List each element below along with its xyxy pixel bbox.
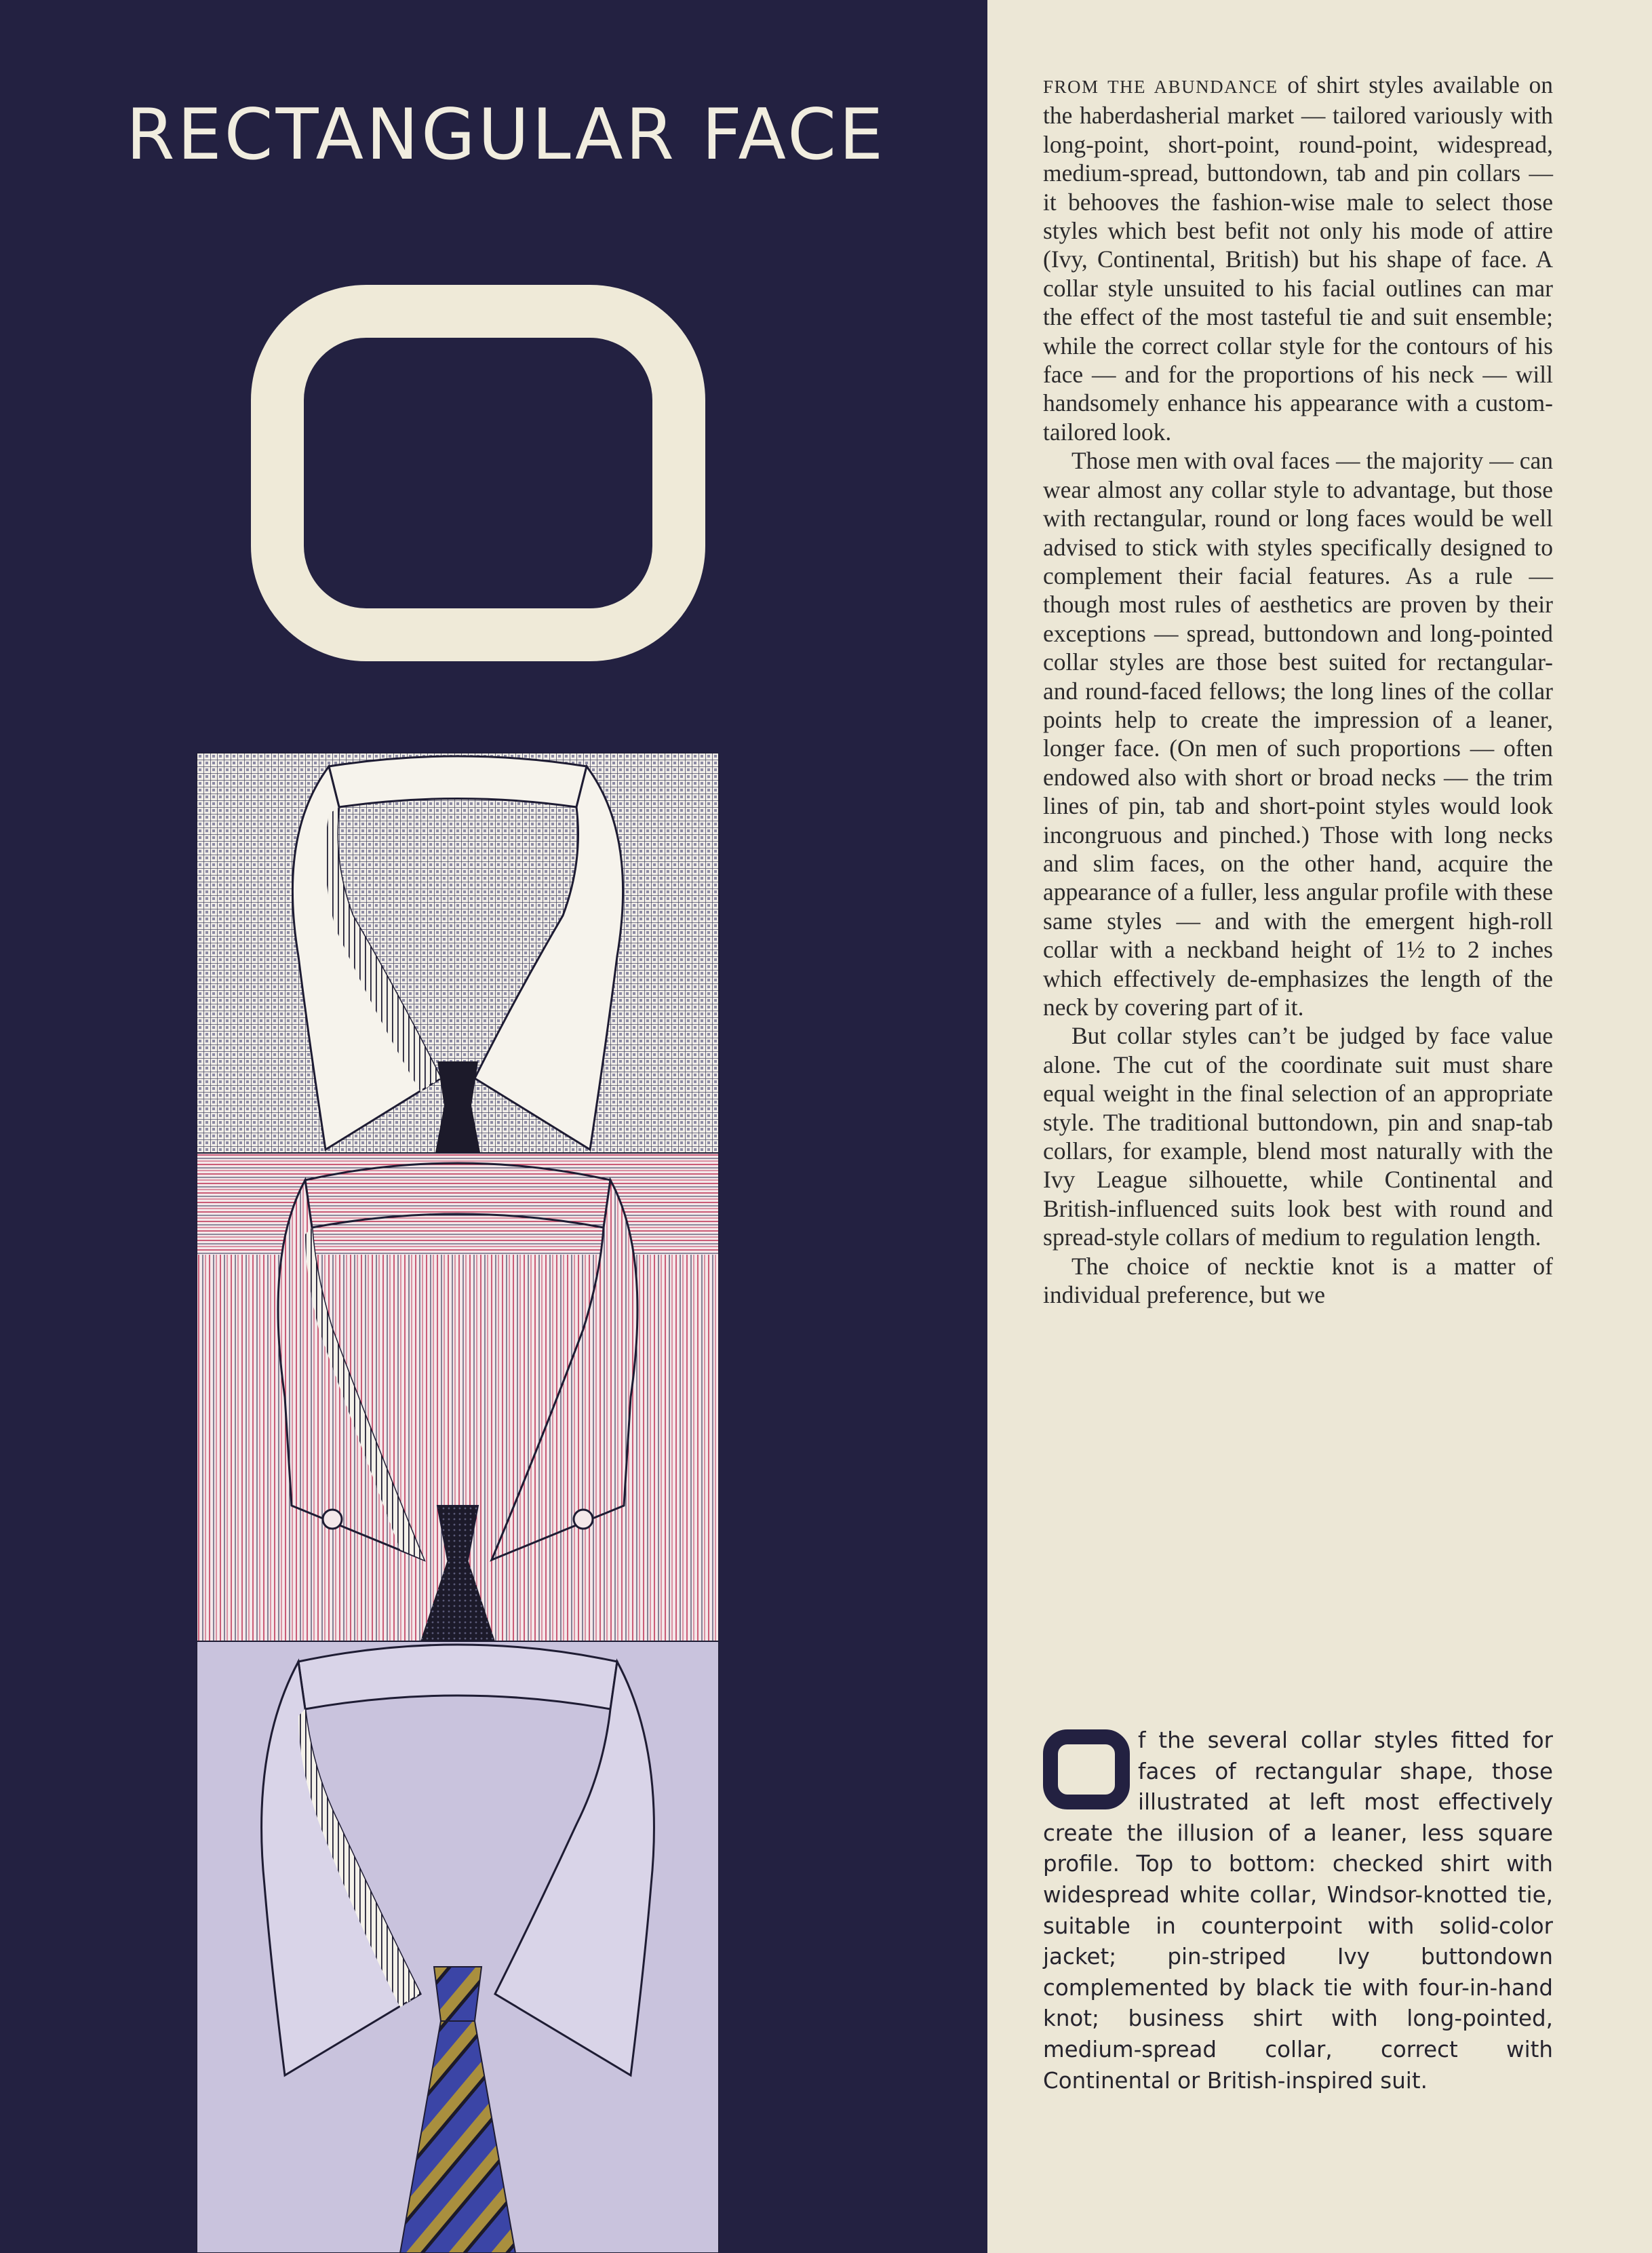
rectangular-face-shape-icon [251,285,705,661]
drop-cap-initial [1043,1729,1130,1809]
lead-in: FROM THE ABUNDANCE [1043,77,1278,97]
illustration-caption [1043,1725,1553,2096]
pinstripe-shirt-buttondown-collar [197,1153,719,1641]
business-shirt-long-point-collar [197,1641,719,2253]
article-paragraph: The choice of necktie knot is a matter of individual preference, but we [1043,1252,1553,1309]
article-body [1043,71,1553,1309]
article-paragraph: FROM THE ABUNDANCE of shirt styles available on the haberdasherial market — tailored variously with long-point, short-point, round-point, widespread, medium-spread, buttondown, tab and pin collars — it behooves the fashion-wise male to select those styles which best befit not only his mode of attire (Ivy, Continental, British) but his shape of face. A collar style unsuited to his facial outlines can mar the effect of the most tasteful tie and suit ensemble; while the correct collar style for the contours of his face — and for the proportions of his neck — will handsomely enhance his appearance with a custom-tailored look. [1043,71,1553,446]
text-column [987,0,1652,2253]
caption-text: f the several collar styles fitted for faces of rectangular shape, those illustrated at left most effectively create the illusion of a leaner, less square profile. Top to bottom: checked shirt with widespread white collar, Windsor-knotted tie, suitable in counterpoint with solid-color jacket; pin-striped Ivy buttondown complemented by black tie with four-in-hand knot; business shirt with long-pointed, medium-spread collar, correct with Continental or British-inspired suit. [1043,1727,1553,2094]
checked-shirt-widespread-collar [197,753,719,1160]
collar-illustration [197,753,719,2253]
article-paragraph: But collar styles can’t be judged by face value alone. The cut of the coordinate suit must share equal weight in the final selection of an appropriate style. The traditional buttondown, pin and snap-tab collars, for example, blend most naturally with the Ivy League silhouette, while Continental and British-influenced suits look best with round and spread-style collars of medium to regulation length. [1043,1022,1553,1251]
article-paragraph: Those men with oval faces — the majority — can wear almost any collar style to advantage, but those with rectangular, round or long faces would be well advised to stick with styles specifically designed to complement their facial features. As a rule — though most rules of aesthetics are proven by their exceptions — spread, buttondown and long-pointed collar styles are those best suited for rectangular- and round-faced fellows; the long lines of the collar points help to create the impression of a leaner, longer face. (On men of such proportions — often endowed also with short or broad necks — the trim lines of pin, tab and short-point styles would look incongruous and pinched.) Those with long necks and slim faces, on the other hand, acquire the appearance of a fuller, less angular profile with these same styles — and with the emergent high-roll collar with a neckband height of 1½ to 2 inches which effectively de-emphasizes the length of the neck by covering part of it. [1043,447,1553,1021]
page-title: RECTANGULAR FACE [126,94,886,176]
